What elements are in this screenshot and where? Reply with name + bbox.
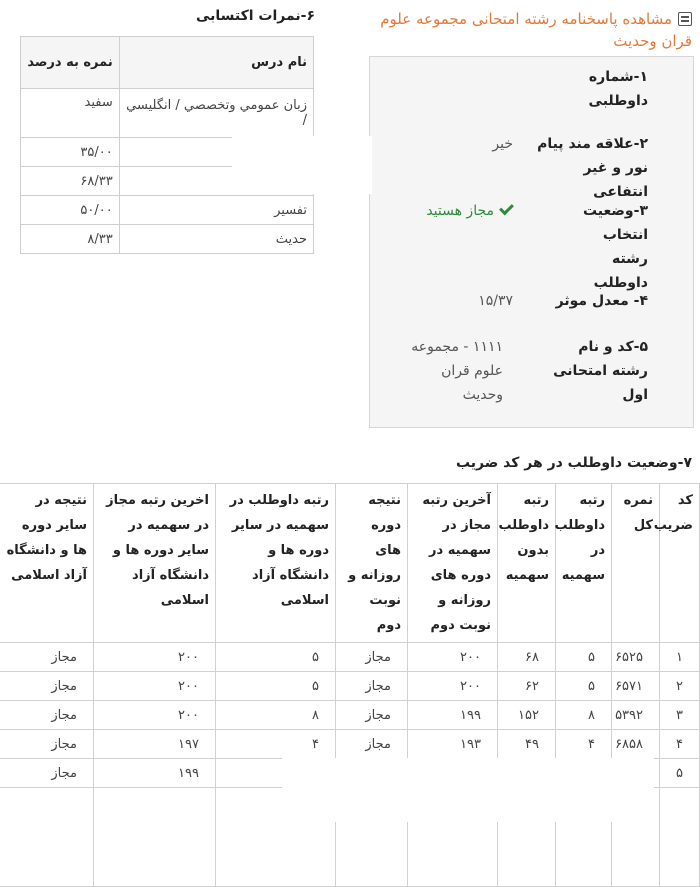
- table-cell: سفید: [21, 89, 120, 138]
- grades-title: ۶-نمرات اکتسابی: [195, 8, 315, 24]
- table-row: [0, 672, 700, 701]
- header-cell: رتبه داوطلب در سهمیه: [556, 484, 612, 643]
- table-cell: ۶۵۷۱: [612, 672, 660, 701]
- info-value-status: مجاز هستید: [373, 199, 513, 223]
- table-header-row: [21, 37, 314, 89]
- table-row: [0, 643, 700, 672]
- table-cell: ۵: [660, 759, 700, 788]
- table-cell: ۵: [556, 643, 612, 672]
- table-row: [21, 225, 314, 254]
- table-cell: ۶۸: [498, 643, 556, 672]
- table-cell: مجاز: [336, 643, 408, 672]
- header-cell: نام درس: [119, 37, 313, 89]
- candidate-info-panel: [369, 56, 694, 428]
- table-cell: ۸: [216, 701, 336, 730]
- table-cell: ۴: [660, 730, 700, 759]
- table-cell: ۱۹۹: [408, 701, 498, 730]
- header-cell: کد ضریب: [660, 484, 700, 643]
- table-row: [0, 730, 700, 759]
- table-cell: ۵: [216, 643, 336, 672]
- table-header-row: [0, 484, 700, 643]
- table-cell: مجاز: [0, 672, 94, 701]
- table-cell: ۲۰۰: [408, 672, 498, 701]
- table-row: [0, 701, 700, 730]
- status-table: [0, 483, 700, 887]
- table-cell: ۵۰/۰۰: [21, 196, 120, 225]
- table-cell: ۲۰۰: [408, 643, 498, 672]
- table-cell: ۶۵۲۵: [612, 643, 660, 672]
- table-cell: ۸: [556, 701, 612, 730]
- redaction-mask: [0, 406, 340, 454]
- table-cell: ۱۹۳: [408, 730, 498, 759]
- table-row: [21, 89, 314, 138]
- header-cell: نمره به درصد: [21, 37, 120, 89]
- page-title-text: مشاهده پاسخنامه رشته امتحانی مجموعه علوم قران وحدیث: [380, 10, 692, 50]
- table-cell: حديث: [119, 225, 313, 254]
- table-cell: ۴: [556, 730, 612, 759]
- page-title: [362, 8, 692, 52]
- table-cell: مجاز: [336, 672, 408, 701]
- table-cell: ۱۹۹: [94, 759, 216, 788]
- table-cell: ۱۹۷: [94, 730, 216, 759]
- info-label: ۴- معدل موثر: [555, 293, 648, 309]
- table-cell: مجاز: [336, 730, 408, 759]
- header-cell: نتیجه دوره های روزانه و نوبت دوم: [336, 484, 408, 643]
- table-cell: ۵: [216, 672, 336, 701]
- table-cell: ۳: [660, 701, 700, 730]
- table-cell: ۶۸/۳۳: [21, 167, 120, 196]
- header-cell: نمره کل: [612, 484, 660, 643]
- table-cell: مجاز: [336, 701, 408, 730]
- header-cell: اخرین رتبه مجاز در سهمیه در سایر دوره ها و دانشگاه آزاد اسلامی: [94, 484, 216, 643]
- table-cell: ۶۸۵۸: [612, 730, 660, 759]
- table-cell: ۳۵/۰۰: [21, 138, 120, 167]
- table-cell: ۲۰۰: [94, 701, 216, 730]
- table-cell: ۲۰۰: [94, 643, 216, 672]
- info-value: خیر: [492, 136, 513, 152]
- status-title: ۷-وضعیت داوطلب در هر کد ضریب: [455, 455, 692, 471]
- info-label: ۳-وضعیت انتخاب رشته داوطلب: [582, 203, 648, 291]
- table-cell: ۴۹: [498, 730, 556, 759]
- check-icon: [499, 201, 514, 216]
- table-cell: ۴: [216, 730, 336, 759]
- header-cell: نتیجه در سایر دوره ها و دانشگاه آزاد اسلامی: [0, 484, 94, 643]
- redaction-mask: [232, 136, 372, 194]
- table-cell: ۵: [556, 672, 612, 701]
- info-label: ۱-شماره داوطلبی: [588, 69, 648, 109]
- table-cell: زبان عمومي وتخصصي / انگليسي /: [119, 89, 313, 138]
- info-value: ۱۵/۳۷: [478, 293, 513, 309]
- table-cell: مجاز: [0, 701, 94, 730]
- header-cell: آخرین رتبه مجاز در سهمیه در دوره های روزانه و نوبت دوم: [408, 484, 498, 643]
- table-cell: ۱: [660, 643, 700, 672]
- table-cell: ۶۲: [498, 672, 556, 701]
- redaction-mask: [282, 758, 654, 822]
- table-cell: ۲۰۰: [94, 672, 216, 701]
- table-cell: ۵۳۹۲: [612, 701, 660, 730]
- table-cell: ۲: [660, 672, 700, 701]
- table-cell: ۸/۳۳: [21, 225, 120, 254]
- header-cell: رتبه داوطلب بدون سهمیه: [498, 484, 556, 643]
- table-cell: تفسير: [119, 196, 313, 225]
- table-cell: مجاز: [0, 643, 94, 672]
- table-cell: مجاز: [0, 730, 94, 759]
- header-cell: رتبه داوطلب در سهمیه در سایر دوره ها و دانشگاه آزاد اسلامی: [216, 484, 336, 643]
- list-icon: [678, 12, 692, 26]
- info-value: ۱۱۱۱ - مجموعه علوم قران وحدیث: [411, 339, 503, 403]
- info-label: ۲-علاقه مند پیام نور و غیر انتفاعی: [537, 136, 648, 200]
- info-label: ۵-کد و نام رشته امتحانی اول: [553, 339, 648, 403]
- table-row: [21, 196, 314, 225]
- table-cell: ۱۵۲: [498, 701, 556, 730]
- table-cell: مجاز: [0, 759, 94, 788]
